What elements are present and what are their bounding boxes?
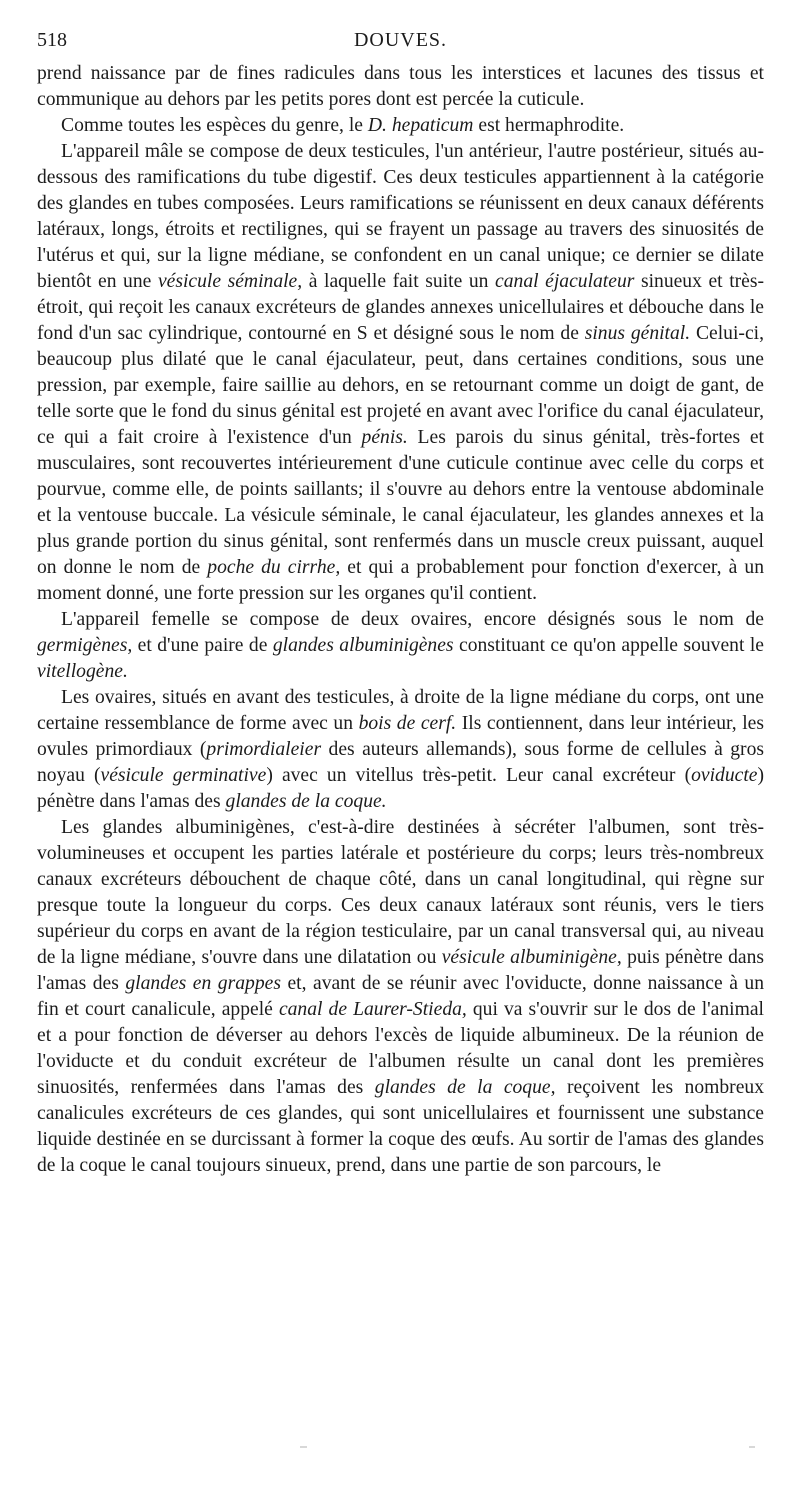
italic-term: vésicule albuminigène, (441, 947, 622, 968)
text-run: ) avec un vitellus très-petit. Leur canal excréteur ( (266, 765, 692, 786)
text-run: Les parois du sinus génital, très-fortes et musculaires, sont recouvertes intérieurement d'une cuticule continue avec celle du corps et pourvue, comme elle, de points saillants; il s'ouvre au dehors entre la ventouse abdominale et la ventouse buccale. La vésicule séminale, le canal éjaculateur, les glandes annexes et la plus grande portion du sinus génital, sont renfermés dans un muscle creux puissant, auquel on donne le nom de (37, 427, 764, 578)
italic-term: vésicule séminale, (157, 271, 303, 292)
text-run: L'appareil mâle se compose de deux testicules, l'un antérieur, l'autre postérieur, situés au-dessous des ramifications du tube digestif. Ces deux testicules appartiennent à la catégorie des glandes en tubes composées. Leurs ramifications se réunissent en deux canaux déférents latéraux, longs, étroits et rectilignes, qui se frayent un passage au travers des sinuosités de l'utérus et qui, sur la ligne médiane, se confondent en un canal unique; ce dernier se dilate bientôt en une (37, 141, 764, 292)
footer-mark-right (749, 1446, 755, 1448)
text-run: prend naissance par de fines radicules dans tous les interstices et lacunes des tissus et communique au dehors par les petits pores dont est percée la cuticule. (37, 63, 764, 110)
text-run: des auteurs allemands), sous forme de cellules à gros noyau ( (37, 739, 764, 786)
text-run: Les glandes albuminigènes, c'est-à-dire destinées à sécréter l'albumen, sont très-volumineuses et occupent les parties latérale et postérieure du corps; leurs très-nombreux canaux excréteurs débouchent de chaque côté, dans un canal longitudinal, qui règne sur presque toute la longueur du corps. Ces deux canaux latéraux sont réunis, vers le tiers supérieur du corps en avant de la région testiculaire, par un canal transversal qui, au niveau de la ligne médiane, s'ouvre dans une dilatation ou (37, 817, 764, 968)
paragraph (37, 607, 764, 685)
italic-term: poche du cirrhe, (207, 557, 341, 578)
text-run: Comme toutes les espèces du genre, le (61, 115, 368, 136)
text-run: est hermaphrodite. (473, 115, 625, 136)
text-run: sinueux et très-étroit, qui reçoit les canaux excréteurs de glandes annexes unicellulaires et débouche dans le fond d'un sac cylindrique, contourné en S et désigné sous le nom de (37, 271, 765, 344)
italic-term: glandes de la coque. (225, 791, 387, 812)
text-run: Ils contiennent, dans leur intérieur, les ovules primordiaux ( (37, 713, 764, 760)
text-run: constituant ce qu'on appelle souvent le (453, 635, 764, 656)
italic-term: oviducte (691, 765, 758, 786)
text-run: Les ovaires, situés en avant des testicules, à droite de la ligne médiane du corps, ont une certaine ressemblance de forme avec un (37, 687, 764, 734)
text-run: à laquelle fait suite un (302, 271, 496, 292)
text-run: L'appareil femelle se compose de deux ovaires, encore désignés sous le nom de (61, 609, 764, 630)
text-run: et qui a probablement pour fonction d'exercer, à un moment donné, une forte pression sur les organes qu'il contient. (37, 557, 764, 604)
italic-term: canal éjaculateur (495, 271, 635, 292)
italic-term: pénis. (361, 427, 408, 448)
italic-term: canal de Laurer-Stieda, (278, 999, 467, 1020)
footer-mark-left (300, 1446, 307, 1448)
italic-term: D. hepaticum (367, 115, 474, 136)
italic-term: germigènes, (37, 635, 133, 656)
text-run: puis pénètre dans l'amas des (37, 947, 764, 994)
paragraph (37, 815, 764, 1179)
italic-term: sinus génital. (584, 323, 691, 344)
italic-term: bois de cerf. (358, 713, 457, 734)
running-head (37, 27, 764, 53)
paragraph (37, 685, 764, 815)
text-run: qui va s'ouvrir sur le dos de l'animal et a pour fonction de déverser au dehors l'excès de liquide albumineux. De la réunion de l'oviducte et du conduit excréteur de l'albumen résulte un canal dont les premières sinuosités, renfermées dans l'amas des (37, 999, 764, 1098)
text-run: Celui-ci, beaucoup plus dilaté que le canal éjaculateur, peut, dans certaines conditions, sous une pression, par exemple, faire saillie au dehors, en se retournant comme un doigt de gant, de telle sorte que le fond du sinus génital est projeté en avant avec l'orifice du canal éjaculateur, ce qui a fait croire à l'existence d'un (37, 323, 764, 448)
italic-term: glandes en grappes (125, 973, 281, 994)
book-page (37, 27, 764, 1179)
paragraph (37, 113, 764, 139)
text-run: et, avant de se réunir avec l'oviducte, donne naissance à un fin et court canalicule, appelé (37, 973, 764, 1020)
italic-term: primordialeier (206, 739, 322, 760)
paragraph (37, 139, 764, 607)
paragraph (37, 61, 764, 113)
text-run: et d'une paire de (132, 635, 273, 656)
text-run: ) pénètre dans l'amas des (37, 765, 764, 812)
running-title: DOUVES. (353, 29, 448, 51)
italic-term: glandes albuminigènes (272, 635, 454, 656)
italic-term: vésicule germinative (100, 765, 267, 786)
text-run: reçoivent les nombreux canalicules excréteurs de ces glandes, qui sont unicellulaires et fournissent une substance liquide destinée en se durcissant à former la coque des œufs. Au sortir de l'amas des glandes de la coque le canal toujours sinueux, prend, dans une partie de son parcours, le (37, 1077, 764, 1176)
body-text (37, 61, 764, 1179)
italic-term: glandes de la coque, (374, 1077, 556, 1098)
italic-term: vitellogène. (37, 661, 128, 682)
page-number: 518 (37, 29, 67, 51)
